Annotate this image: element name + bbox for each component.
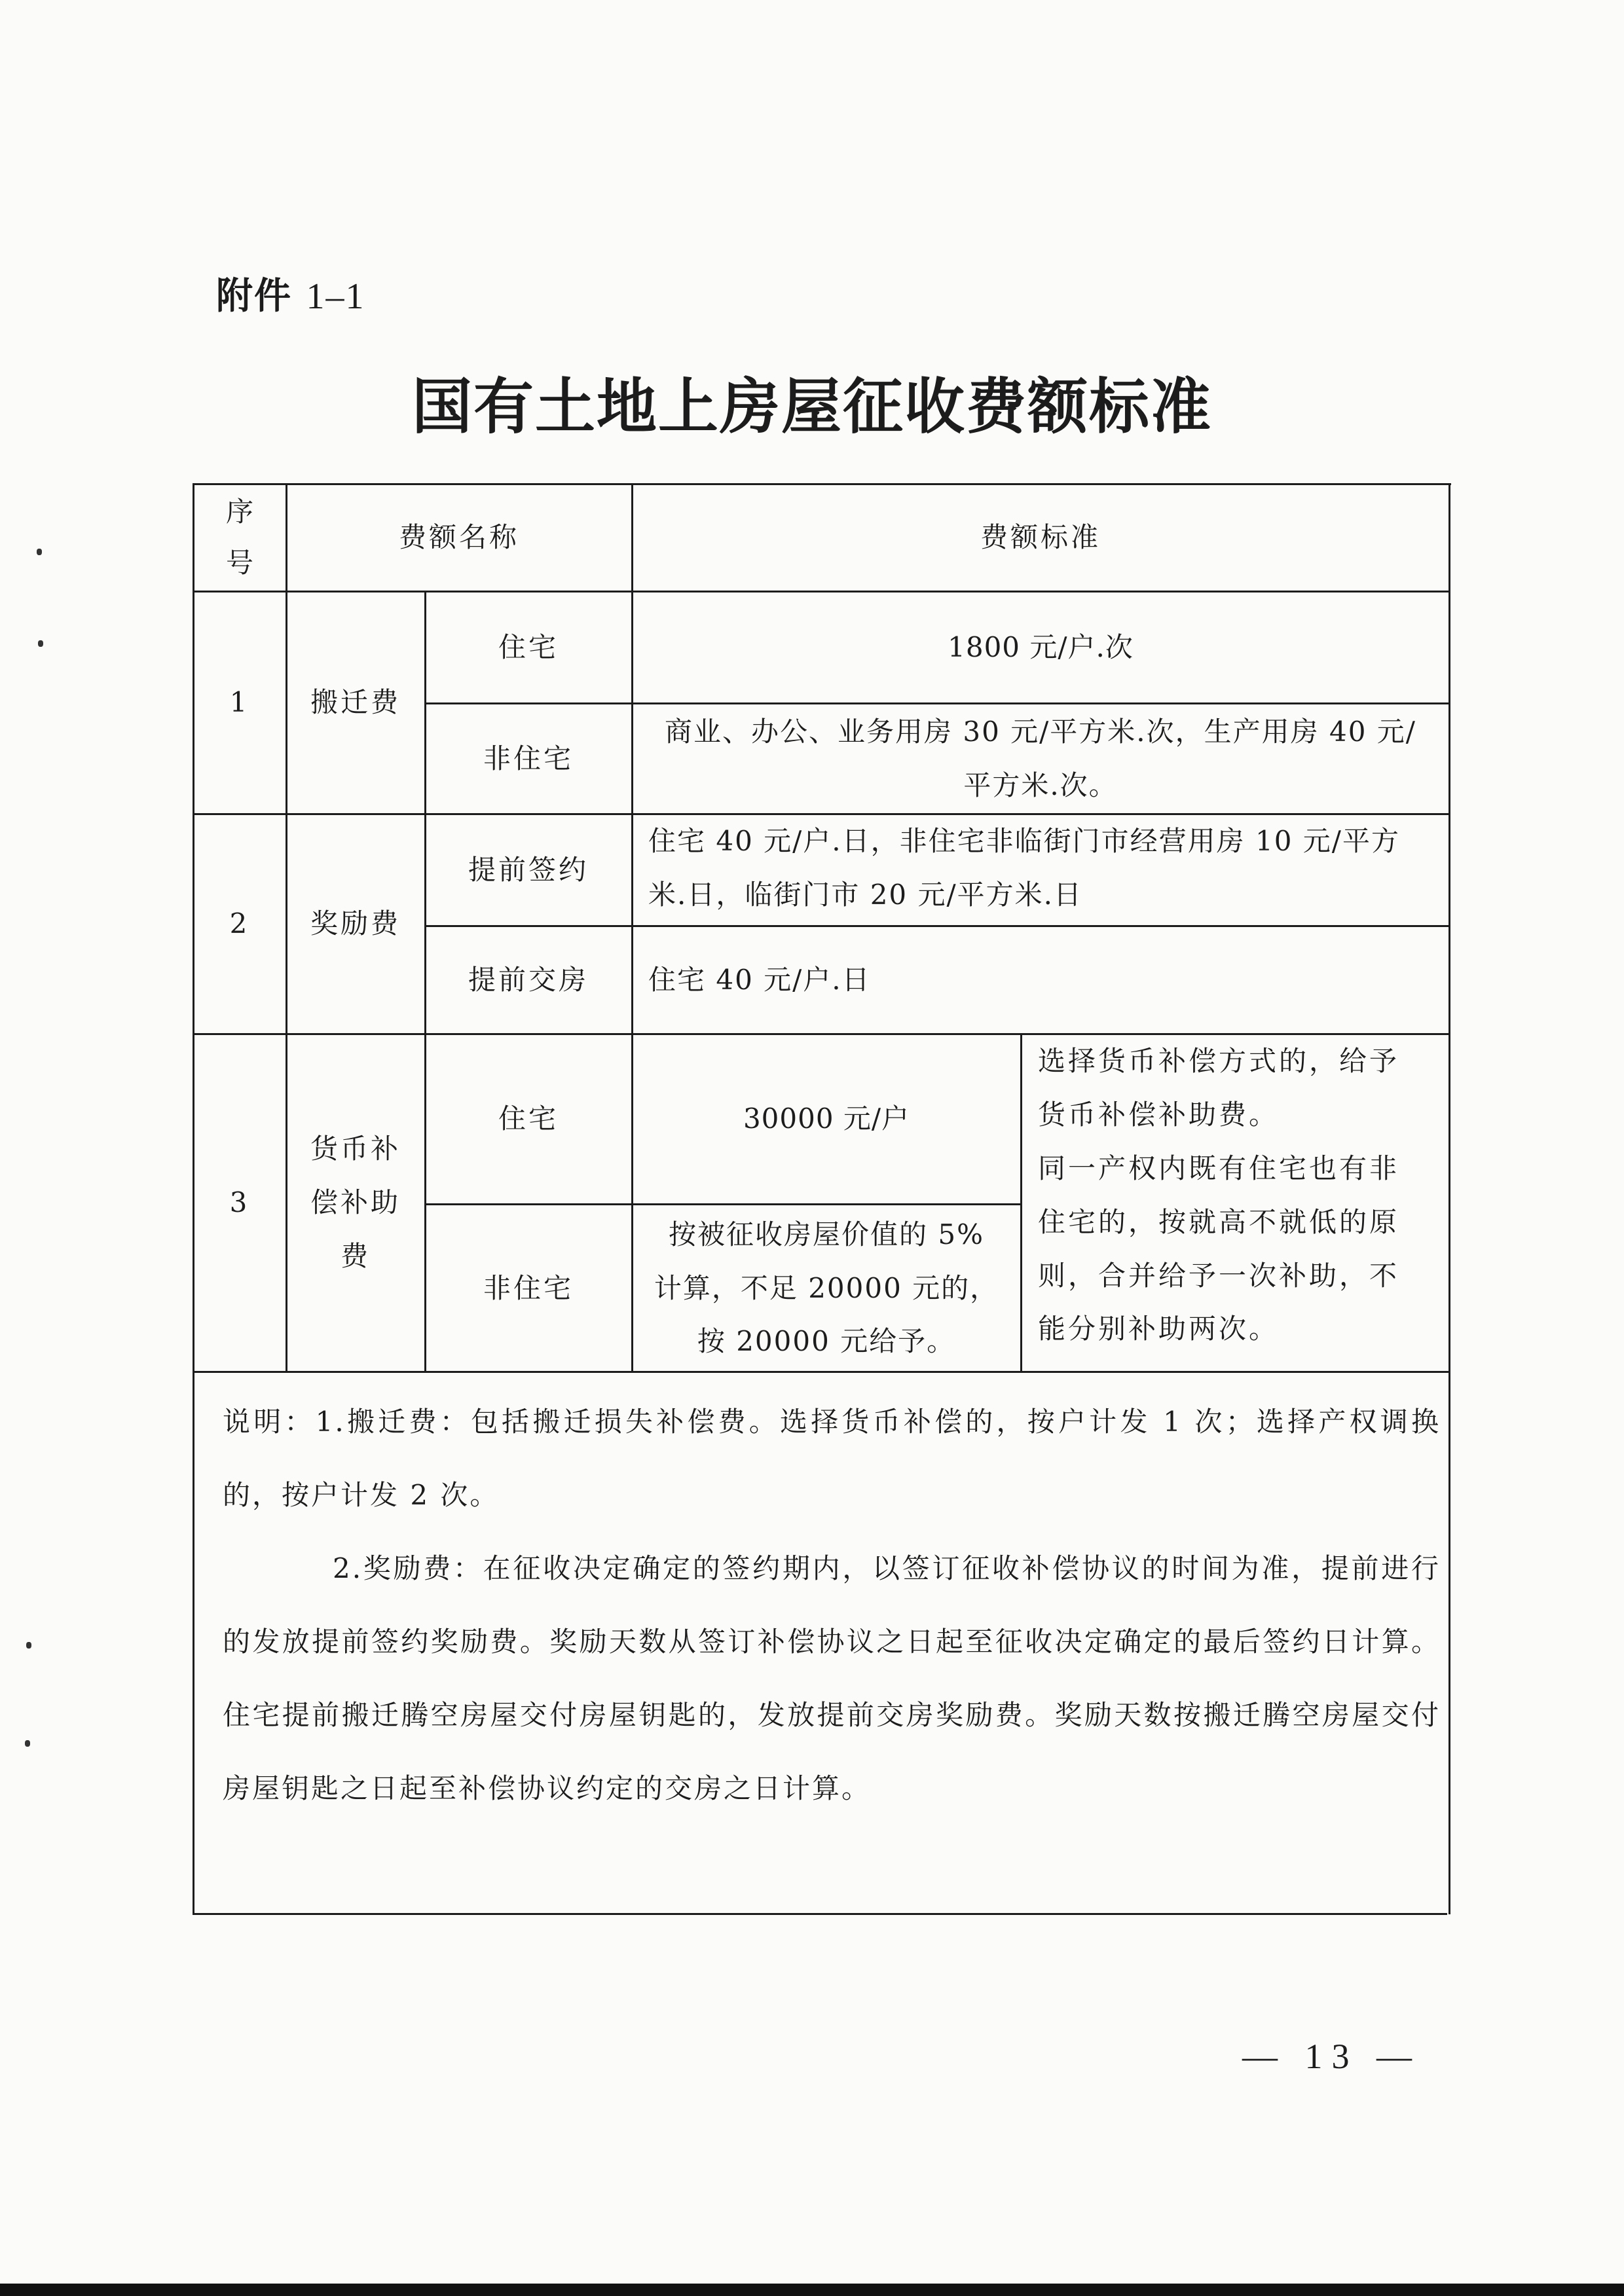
row3-sub1-label-text: 住宅 <box>498 1102 559 1135</box>
row1-sub1-value-text: 1800 元/户.次 <box>948 630 1134 663</box>
row3-index-text: 3 <box>229 1186 250 1219</box>
row2-sub1-value-line: 米.日，临街门市 20 元/平方米.日 <box>648 878 1082 911</box>
header-index-text: 序号 <box>225 496 253 579</box>
row3-remark-line: 货币补偿补助费。 <box>1038 1098 1280 1131</box>
row3-sub1-value <box>633 1034 1020 1203</box>
row3-sub2-value-line: 计算，不足 20000 元的， <box>654 1271 999 1304</box>
row3-sub2-label-text: 非住宅 <box>483 1271 574 1304</box>
annex-number: 1–1 <box>306 276 365 317</box>
row1-name <box>287 592 424 813</box>
table-border-bottom <box>193 1913 1447 1915</box>
row3-index <box>194 1034 286 1371</box>
row2-index <box>194 814 286 1033</box>
row1-sub2-value <box>633 704 1449 813</box>
row1-name-text: 搬迁费 <box>310 686 401 719</box>
table-note-2: 2.奖励费：在征收决定确定的签约期内，以签订征收补偿协议的时间为准，提前进行的发放提前签约奖励费。奖励天数从签订补偿协议之日起至征收决定确定的最后签约日计算。住宅提前搬迁腾空房屋交付房屋钥匙的，发放提前交房奖励费。奖励天数按搬迁腾空房屋交付房屋钥匙之日起至补偿协议约定的交房之日计算。 <box>223 1552 1441 1804</box>
row1-sub2-label-text: 非住宅 <box>483 742 574 775</box>
row2-sub2-value <box>633 927 1449 1033</box>
row2-sub1-label <box>426 814 631 925</box>
header-standard-text: 费额标准 <box>980 521 1101 554</box>
row3-sub2-value <box>633 1205 1020 1371</box>
row3-remark-line: 能分别补助两次。 <box>1038 1313 1280 1345</box>
row3-sub2-value-line: 按 20000 元给予。 <box>697 1325 956 1358</box>
row2-sub2-value-text: 住宅 40 元/户.日 <box>648 964 871 996</box>
row3-name-line: 货币补 <box>310 1133 401 1165</box>
header-standard <box>633 484 1449 591</box>
row1-sub2-label <box>426 704 631 813</box>
annex-label-text: 附件 <box>216 275 292 318</box>
row3-remark-line: 住宅的，按就高不就低的原 <box>1038 1205 1400 1238</box>
row3-remark-line: 则，合并给予一次补助，不 <box>1038 1259 1400 1292</box>
row2-sub1-value <box>633 814 1449 925</box>
scan-speck <box>25 1740 30 1747</box>
header-name <box>287 484 631 591</box>
table-note-1: 说明：1.搬迁费：包括搬迁损失补偿费。选择货币补偿的，按户计发 1 次；选择产权调换的，按户计发 2 次。 <box>223 1406 1441 1511</box>
header-index <box>194 484 286 591</box>
row2-index-text: 2 <box>229 907 250 940</box>
scan-speck <box>37 549 42 555</box>
row3-name-line: 费 <box>340 1239 371 1272</box>
row3-name <box>287 1034 424 1371</box>
scan-speck <box>38 640 43 647</box>
row3-sub1-label <box>426 1034 631 1203</box>
row2-name-text: 奖励费 <box>310 907 401 940</box>
row1-sub1-value <box>633 592 1449 702</box>
row3-sub2-label <box>426 1205 631 1371</box>
header-name-text: 费额名称 <box>398 521 519 554</box>
row1-index <box>194 592 286 813</box>
page-number: — 13 — <box>1242 2037 1421 2076</box>
row1-index-text: 1 <box>229 686 250 719</box>
row3-sub1-value-text: 30000 元/户 <box>743 1102 910 1135</box>
scan-edge <box>0 2284 1624 2296</box>
row2-sub1-value-line: 住宅 40 元/户.日，非住宅非临街门市经营用房 10 元/平方 <box>648 825 1400 857</box>
row3-remark-line: 选择货币补偿方式的，给予 <box>1038 1045 1400 1077</box>
row1-sub2-value-line: 商业、办公、业务用房 30 元/平方米.次，生产用房 40 元/ <box>665 716 1416 748</box>
table-border-right <box>1449 483 1450 1914</box>
row3-remark <box>1022 1034 1449 1371</box>
row2-sub2-label <box>426 927 631 1033</box>
row1-sub1-label-text: 住宅 <box>498 630 559 663</box>
document-title: 国有土地上房屋征收费额标准 <box>411 372 1212 442</box>
row2-sub1-label-text: 提前签约 <box>468 853 589 886</box>
row2-sub2-label-text: 提前交房 <box>468 964 589 996</box>
row3-remark-line: 同一产权内既有住宅也有非 <box>1038 1152 1400 1184</box>
row2-name <box>287 814 424 1033</box>
scan-speck <box>26 1642 31 1649</box>
table-line-h <box>194 1371 1450 1373</box>
row1-sub2-value-line: 平方米.次。 <box>963 769 1118 801</box>
row3-name-line: 偿补助 <box>310 1186 401 1219</box>
row3-sub2-value-line: 按被征收房屋价值的 5% <box>669 1218 984 1250</box>
annex-label <box>216 267 365 319</box>
row1-sub1-label <box>426 592 631 702</box>
